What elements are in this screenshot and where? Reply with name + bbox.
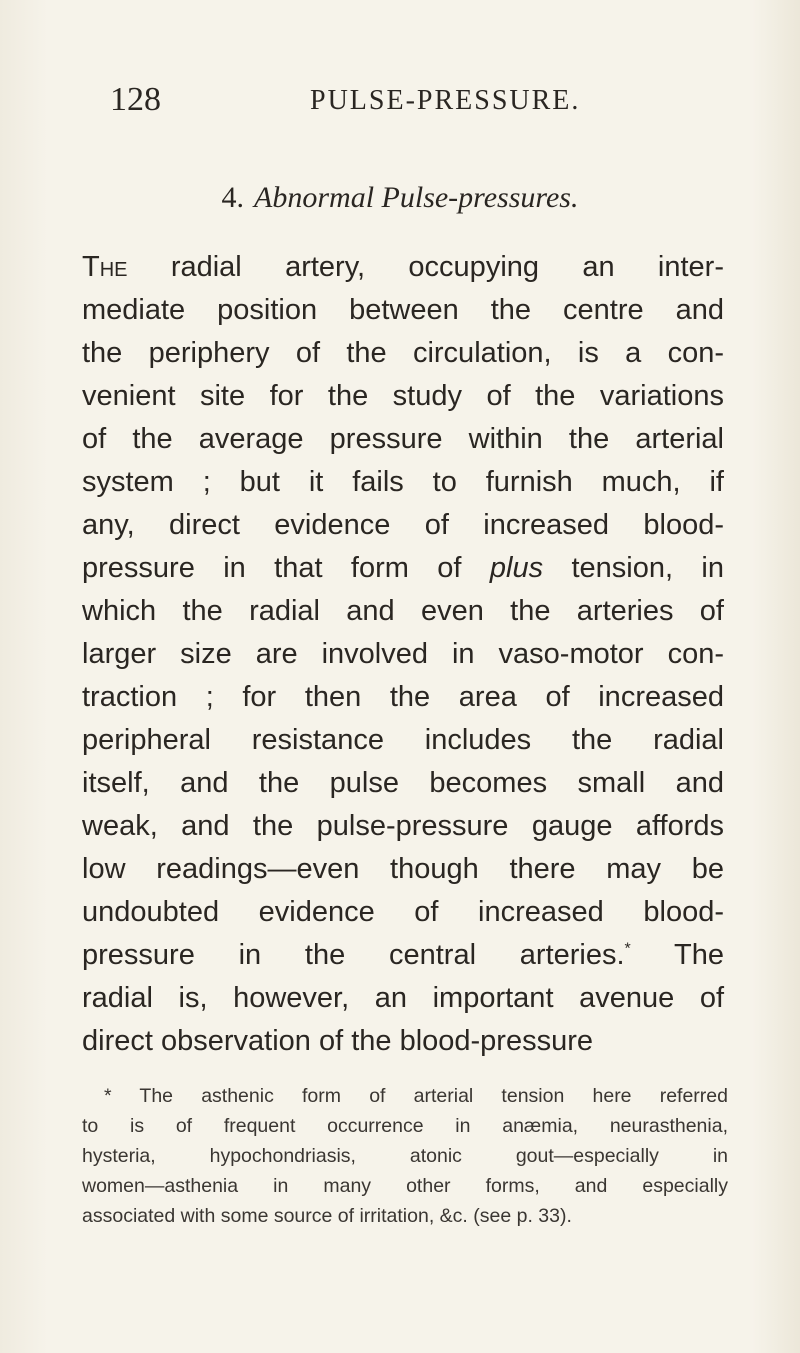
body-text bbox=[82, 246, 724, 1063]
body-line bbox=[82, 246, 724, 289]
body-line: itself, and the pulse becomes small and bbox=[82, 767, 724, 799]
body-line: weak, and the pulse-pressure gauge affords bbox=[82, 810, 724, 842]
section-heading bbox=[0, 178, 800, 218]
section-number: 4. bbox=[221, 181, 245, 214]
footnote-line: hysteria, hypochondriasis, atonic gout—especially in bbox=[82, 1145, 728, 1167]
body-line: larger size are involved in vaso-motor con- bbox=[82, 638, 724, 670]
footnote-marker: * bbox=[624, 940, 631, 958]
body-line: the periphery of the circulation, is a con- bbox=[82, 337, 724, 369]
body-line: low readings—even though there may be bbox=[82, 853, 724, 885]
body-line-text: The bbox=[630, 939, 724, 971]
body-line: direct observation of the blood-pressure bbox=[82, 1025, 594, 1057]
body-line: traction ; for then the area of increased bbox=[82, 681, 724, 713]
running-title: PULSE-PRESSURE. bbox=[310, 85, 581, 116]
body-line: of the average pressure within the arterial bbox=[82, 423, 724, 455]
body-line-text: pressure in that form of bbox=[82, 552, 490, 584]
body-line bbox=[82, 934, 724, 977]
footnote-line: associated with some source of irritation, &c. (see p. 33). bbox=[82, 1205, 572, 1227]
page-number: 128 bbox=[110, 81, 161, 118]
body-line: venient site for the study of the variations bbox=[82, 380, 724, 412]
body-line bbox=[82, 547, 724, 590]
body-line: undoubted evidence of increased blood- bbox=[82, 896, 724, 928]
body-line-text: pressure in the central arteries. bbox=[82, 939, 625, 971]
body-line: system ; but it fails to furnish much, if bbox=[82, 466, 724, 498]
body-line: radial is, however, an important avenue of bbox=[82, 982, 724, 1014]
footnote-line: women—asthenia in many other forms, and especially bbox=[82, 1175, 728, 1197]
running-head bbox=[110, 80, 750, 124]
body-line: mediate position between the centre and bbox=[82, 294, 724, 326]
body-line-text: tension, in bbox=[543, 552, 724, 584]
opening-word: The bbox=[82, 251, 128, 283]
body-line: any, direct evidence of increased blood- bbox=[82, 509, 724, 541]
italic-term: plus bbox=[489, 552, 544, 584]
footnote bbox=[82, 1081, 728, 1231]
footnote-line: to is of frequent occurrence in anæmia, neurasthenia, bbox=[82, 1115, 728, 1137]
body-line: which the radial and even the arteries of bbox=[82, 595, 724, 627]
body-line: peripheral resistance includes the radial bbox=[82, 724, 724, 756]
footnote-line: * The asthenic form of arterial tension here referred bbox=[104, 1085, 728, 1107]
body-line-text: radial artery, occupying an inter- bbox=[127, 251, 724, 283]
section-title: Abnormal Pulse-pressures. bbox=[254, 181, 579, 214]
